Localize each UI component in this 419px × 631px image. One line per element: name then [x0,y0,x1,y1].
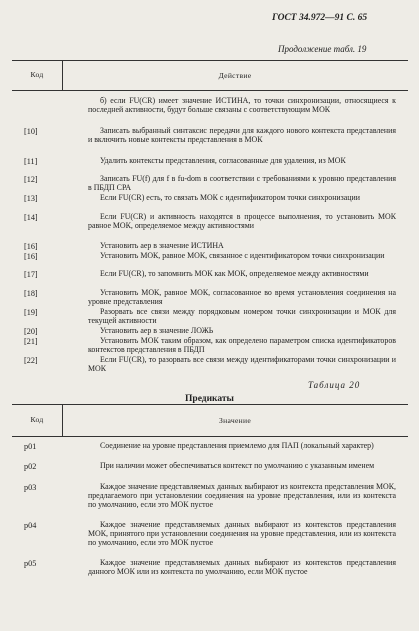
row-text: Записать выбранный синтаксис передачи для каждого нового контекста представления и включить новые контексты представления в МОК [88,126,396,144]
row-text: Каждое значение представляемых данных выбирают из контекстов представления МОК, принятого при установлении соединения на уровне представления, или из контекста по умолчанию, если это МОК пустое [88,520,396,547]
row-code: [20] [24,327,38,336]
table19-col-action: Действие [218,71,252,80]
table19-top-rule [12,60,408,61]
row-code: [12] [24,175,38,184]
row-code: [22] [24,356,38,365]
row-text: Установить МОК, равное МОК, согласованное во время установления соединения на уровне представления [88,288,396,306]
row-text: Если FU(CR) есть, то связать МОК с идентификатором точки синхронизации [100,193,360,202]
table19-col-code: Код [30,70,44,79]
row-code: [16] [24,252,38,261]
row-text: Если FU(CR), то разорвать все связи между идентификаторами точки синхронизации и МОК [88,355,396,373]
table20-header-rule [12,436,408,437]
row-code: [14] [24,213,38,222]
table19-header-rule [12,90,408,91]
row-code: [16] [24,242,38,251]
row-code: p04 [24,521,37,530]
row-text: Установить МОК, равное МОК, связанное с идентификатором точки синхронизации [100,251,385,260]
continuation-label: Продолжение табл. 19 [278,44,367,54]
row-text: Удалить контексты представления, согласованные для удаления, из МОК [100,156,346,165]
row-text: Установить aep в значение ИСТИНА [100,241,224,250]
row-text: Записать FU(f) для f в fu-dom в соответствии с требованиями к уровню представления в ПБДП СРА [88,174,396,192]
row-text: Если FU(CR) и активность находятся в процессе выполнения, то установить МОК равное МОК, определяемое между активностями [88,212,396,230]
row-code: [13] [24,194,38,203]
row-code: [11] [24,157,38,166]
table20-title: Предикаты [185,394,234,404]
row-code: [19] [24,308,38,317]
row-code: [21] [24,337,38,346]
row-text: Соединение на уровне представления приемлемо для ПАП (локальный характер) [100,441,374,450]
table20-top-rule [12,404,408,405]
page-header: ГОСТ 34.972—91 С. 65 [272,13,368,23]
row-code: [17] [24,270,38,279]
row-text: б) если FU(CR) имеет значение ИСТИНА, то точки синхронизации, относящиеся к последней активности, будут больше связаны с соответствующим МОК [88,96,396,114]
row-text: Каждое значение представляемых данных выбирают из контекста представления МОК, предлагаемого при установлении соединения на уровне представления, или из контекста по умолчанию, если это МОК пустое [88,482,396,509]
row-text: Установить МОК таким образом, как определено параметром списка идентификаторов контекстов представления в ПБДП [88,336,396,354]
row-code: p05 [24,559,37,568]
row-code: p01 [24,442,37,451]
row-code: p02 [24,462,37,471]
row-text: Разорвать все связи между порядковым номером точки синхронизации и МОК для текущей активности [88,307,396,325]
row-text: Установить aep в значение ЛОЖЬ [100,326,214,335]
row-text: Каждое значение представляемых данных выбирают из контекстов представления данного МОК или из контекста по умолчанию, если МОК пустое [88,558,396,576]
row-text: Если FU(CR), то запомнить МОК как МОК, определяемое между активностями [100,269,369,278]
table20-caption: Таблица 20 [308,380,361,390]
table20-col-code: Код [30,415,44,424]
row-code: [10] [24,127,38,136]
table20-col-value: Значение [218,416,252,425]
row-code: p03 [24,483,37,492]
row-code: [18] [24,289,38,298]
row-text: При наличии может обеспечиваться контекст по умолчанию с указанным именем [100,461,375,470]
